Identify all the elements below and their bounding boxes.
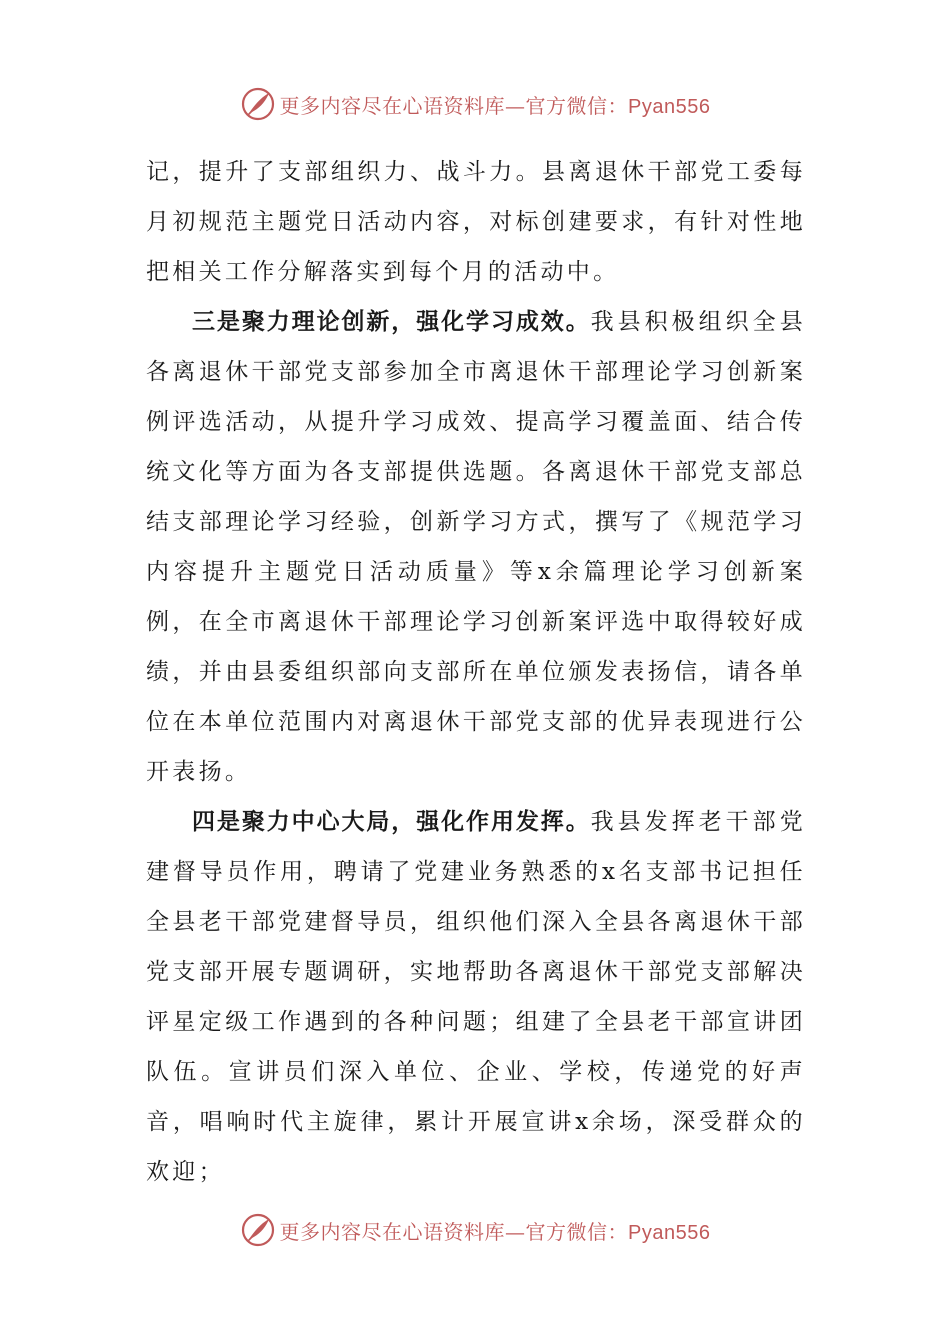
header-banner-wechat-id: Pyan556	[628, 95, 711, 118]
footer-banner-text: 更多内容尽在心语资料库—官方微信：	[279, 1219, 629, 1244]
paragraph-theory-innovation	[146, 297, 806, 797]
header-banner-text: 更多内容尽在心语资料库—官方微信：	[279, 93, 629, 118]
paragraph-continuation: 记，提升了支部组织力、战斗力。县离退休干部党工委每月初规范主题党日活动内容，对标创建要求，有针对性地把相关工作分解落实到每个月的活动中。	[146, 159, 806, 285]
footer-banner-wechat-id: Pyan556	[628, 1221, 711, 1244]
quill-logo-icon	[240, 86, 276, 122]
header-watermark-banner	[0, 84, 950, 124]
paragraph-heading-theory-innovation: 三是聚力理论创新，强化学习成效。	[192, 308, 591, 335]
document-body	[146, 147, 806, 1197]
footer-watermark-banner	[0, 1210, 950, 1250]
paragraph-text-central-overall: 我县发挥老干部党建督导员作用，聘请了党建业务熟悉的x名支部书记担任全县老干部党建督导员，组织他们深入全县各离退休干部党支部开展专题调研，实地帮助各离退休干部党支部解决评星定级工作遇到的各种问题；组建了全县老干部宣讲团队伍。宣讲员们深入单位、企业、学校，传递党的好声音，唱响时代主旋律，累计开展宣讲x余场，深受群众的欢迎；	[146, 809, 806, 1185]
paragraph-central-overall	[146, 797, 806, 1197]
paragraph-heading-central-overall: 四是聚力中心大局，强化作用发挥。	[192, 808, 591, 835]
quill-logo-icon	[240, 1212, 276, 1248]
paragraph-text-theory-innovation: 我县积极组织全县各离退休干部党支部参加全市离退休干部理论学习创新案例评选活动，从提升学习成效、提高学习覆盖面、结合传统文化等方面为各支部提供选题。各离退休干部党支部总结支部理论学习经验，创新学习方式，撰写了《规范学习内容提升主题党日活动质量》等x余篇理论学习创新案例，在全市离退休干部理论学习创新案评选中取得较好成绩，并由县委组织部向支部所在单位颁发表扬信，请各单位在本单位范围内对离退休干部党支部的优异表现进行公开表扬。	[146, 309, 806, 785]
